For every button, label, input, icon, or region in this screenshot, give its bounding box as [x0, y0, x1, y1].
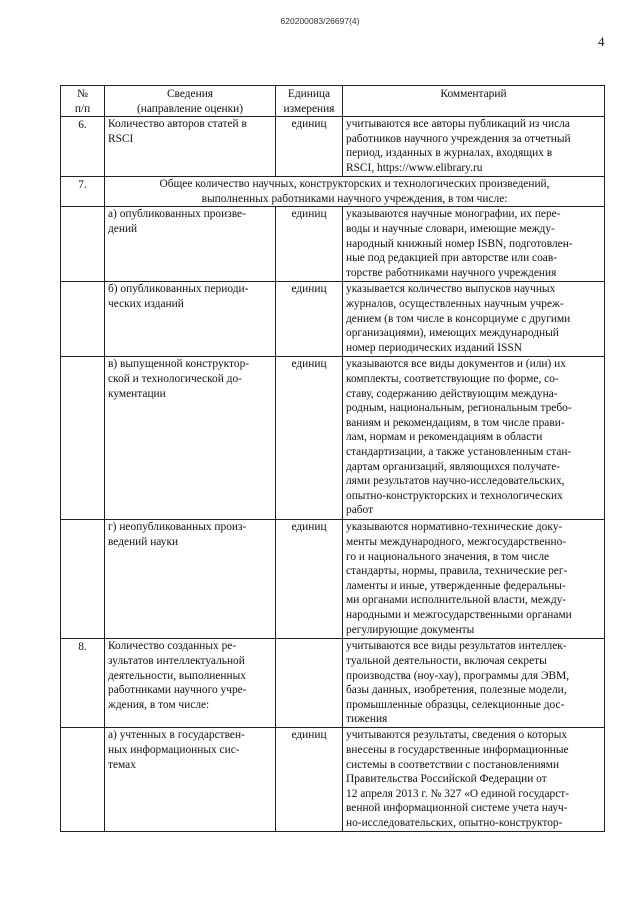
row-comment: указываются все виды документов и (или) их комплекты, соответствующие по форме, со- ставу, содержанию действующим междуна- родным, национальным, региональным требо- ваниям и рекомендациям, в том числе прави- лам, нормам и рекомендациям в области стандартизации, а также установленным стан- дартам организаций, являющихся получате- лями результатов научно-исследовательских, опытно-конструкторских и технологических работ: [343, 357, 605, 520]
row-unit: единиц: [276, 207, 343, 282]
table-row: [61, 117, 605, 177]
row-comment: указываются нормативно-технические доку- менты международного, межгосударственно- го и национального значения, в том числе стандарты, нормы, правила, технические рег- ламенты и иные, утвержденные федеральны- ми органами исполнительной власти, между- народными и межгосударственными органами регулирующие документы: [343, 520, 605, 639]
row-unit: единиц: [276, 520, 343, 639]
row-number: [61, 728, 105, 832]
row-number: 8.: [61, 639, 105, 728]
row-comment: учитываются все виды результатов интеллек- туальной деятельности, включая секреты производства (ноу-хау), программы для ЭВМ, базы данных, изобретения, полезные модели, промышленные образцы, селекционные дос- тижения: [343, 639, 605, 728]
table-row: [61, 520, 605, 639]
row-name: г) неопубликованных произ- ведений науки: [105, 520, 276, 639]
document-id: 620200083/26697(4): [280, 16, 360, 26]
row-unit: единиц: [276, 282, 343, 357]
table-row: [61, 357, 605, 520]
row-name: Количество созданных ре- зультатов интеллектуальной деятельности, выполненных работниками научного учре- ждения, в том числе:: [105, 639, 276, 728]
column-header-comment: Комментарий: [343, 86, 605, 117]
row-number: [61, 282, 105, 357]
row-comment: учитываются результаты, сведения о которых внесены в государственные информационные системы в соответствии с постановлениями Правительства Российской Федерации от 12 апреля 2013 г. № 327 «О единой государст- венной информационной системе учета науч- но-исследовательских, опытно-конструктор-: [343, 728, 605, 832]
row-name: в) выпущенной конструктор- ской и технологической до- кументации: [105, 357, 276, 520]
column-header-number: № п/п: [61, 86, 105, 117]
row-number: [61, 207, 105, 282]
column-header-info: Сведения (направление оценки): [105, 86, 276, 117]
row-comment: указываются научные монографии, их пере- воды и научные словари, имеющие между- народный книжный номер ISBN, подготовлен- ные под редакцией при авторстве или соав- торстве работниками научного учреждения: [343, 207, 605, 282]
page-number: 4: [598, 34, 605, 49]
criteria-table: [60, 85, 605, 832]
row-unit: единиц: [276, 117, 343, 177]
row-unit: единиц: [276, 728, 343, 832]
row-name: а) опубликованных произве- дений: [105, 207, 276, 282]
row-name: б) опубликованных периоди- ческих изданий: [105, 282, 276, 357]
row-number: [61, 357, 105, 520]
table-row: [61, 177, 605, 207]
row-comment: указывается количество выпусков научных журналов, осуществленных научным учреж- дением (в том числе в консорциуме с другими организациями), имеющих международный номер периодических изданий ISSN: [343, 282, 605, 357]
row-unit: [276, 639, 343, 728]
row-number: 6.: [61, 117, 105, 177]
table-row: [61, 639, 605, 728]
table-row: [61, 282, 605, 357]
row-unit: единиц: [276, 357, 343, 520]
row-number: 7.: [61, 177, 105, 207]
table-header-row: [61, 86, 605, 117]
table-row: [61, 207, 605, 282]
row-name: Количество авторов статей в RSCI: [105, 117, 276, 177]
row-name: а) учтенных в государствен- ных информационных сис- темах: [105, 728, 276, 832]
row-number: [61, 520, 105, 639]
row-comment: учитываются все авторы публикаций из числа работников научного учреждения за отчетный период, изданных в журналах, входящих в RSCI, https://www.elibrary.ru: [343, 117, 605, 177]
row-section-title: Общее количество научных, конструкторских и технологических произведений, выполненных работниками научного учреждения, в том числе:: [105, 177, 605, 207]
table-row: [61, 728, 605, 832]
column-header-unit: Единица измерения: [276, 86, 343, 117]
